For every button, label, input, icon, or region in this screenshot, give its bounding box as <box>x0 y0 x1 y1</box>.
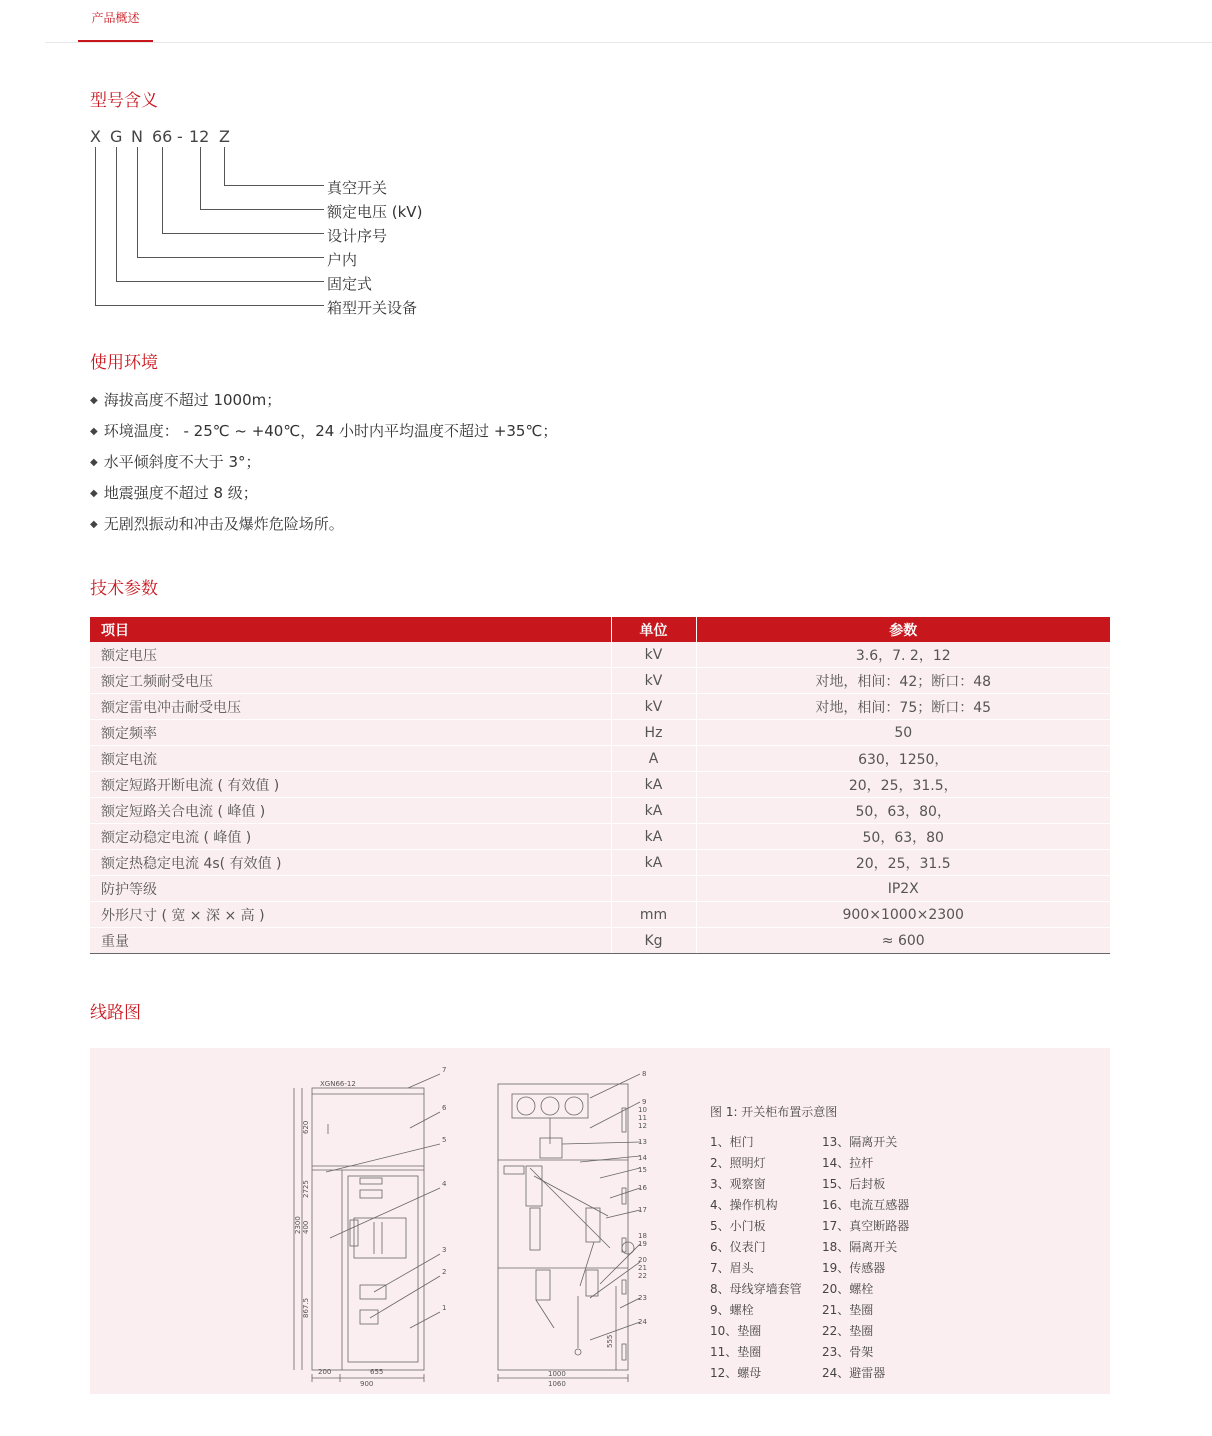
model-letter: 12 <box>189 127 210 146</box>
section-title-env: 使用环境 <box>90 353 158 373</box>
table-cell: 对地，相间：75；断口：45 <box>696 694 1110 720</box>
connector-line <box>137 257 324 258</box>
dim-label: 400 <box>302 1220 310 1234</box>
list-item: ◆ 环境温度： - 25℃ ~ +40℃，24 小时内平均温度不超过 +35℃； <box>90 422 558 440</box>
legend-item: 4、操作机构 <box>710 1198 778 1212</box>
dim-label: 867.5 <box>302 1297 310 1318</box>
legend-item: 17、真空断路器 <box>822 1219 910 1233</box>
model-letter: Z <box>219 127 230 146</box>
table-cell <box>611 876 696 902</box>
model-meaning: 设计序号 <box>327 227 388 245</box>
legend-item: 6、仪表门 <box>710 1240 766 1254</box>
svg-text:16: 16 <box>638 1184 647 1192</box>
table-cell: kV <box>611 694 696 720</box>
column-header: 单位 <box>611 617 696 642</box>
connector-line <box>224 147 225 185</box>
table-cell: 额定短路开断电流 ( 有效值 ) <box>90 772 611 798</box>
svg-text:4: 4 <box>442 1180 447 1188</box>
model-meaning: 真空开关 <box>327 179 388 197</box>
bullet-icon: ◆ <box>90 488 98 499</box>
table-cell: kA <box>611 798 696 824</box>
legend-item: 19、传感器 <box>822 1261 886 1275</box>
legend-item: 22、垫圈 <box>822 1324 874 1338</box>
model-letter: - <box>177 127 183 146</box>
section-title-circuit: 线路图 <box>90 1003 141 1023</box>
svg-text:21: 21 <box>638 1264 647 1272</box>
svg-text:20: 20 <box>638 1256 647 1264</box>
legend-item: 23、骨架 <box>822 1345 874 1359</box>
table-cell: 3.6，7. 2，12 <box>696 642 1110 668</box>
legend-item: 12、螺母 <box>710 1366 762 1380</box>
model-label: XGN66-12 <box>320 1080 356 1088</box>
table-cell: Kg <box>611 928 696 954</box>
connector-line <box>116 281 324 282</box>
table-cell: 50，63，80， <box>696 798 1110 824</box>
params-table <box>90 617 1110 954</box>
model-letter: N <box>131 127 143 146</box>
table-row <box>90 720 1110 746</box>
svg-text:22: 22 <box>638 1272 647 1280</box>
table-row <box>90 876 1110 902</box>
legend-item: 18、隔离开关 <box>822 1240 898 1254</box>
circuit-diagram <box>90 1048 1110 1394</box>
table-row <box>90 642 1110 668</box>
table-row <box>90 850 1110 876</box>
connector-line <box>95 305 324 306</box>
legend-item: 8、母线穿墙套管 <box>710 1282 802 1296</box>
connector-line <box>224 185 324 186</box>
table-row <box>90 798 1110 824</box>
legend-item: 5、小门板 <box>710 1219 766 1233</box>
dim-label: 1000 <box>548 1370 566 1378</box>
svg-text:18: 18 <box>638 1232 647 1240</box>
table-cell: kV <box>611 668 696 694</box>
table-cell: 额定雷电冲击耐受电压 <box>90 694 611 720</box>
model-meaning: 固定式 <box>327 275 373 293</box>
list-item: ◆ 海拔高度不超过 1000m； <box>90 391 282 409</box>
legend-item: 2、照明灯 <box>710 1156 766 1170</box>
svg-text:9: 9 <box>642 1098 647 1106</box>
column-header: 参数 <box>696 617 1110 642</box>
legend-item: 9、螺栓 <box>710 1303 754 1317</box>
legend-item: 20、螺栓 <box>822 1282 874 1296</box>
table-cell: 50，63，80 <box>696 824 1110 850</box>
list-item: ◆ 无剧烈振动和冲击及爆炸危险场所。 <box>90 515 344 533</box>
column-header: 项目 <box>90 617 611 642</box>
dim-label: 2300 <box>294 1216 302 1234</box>
table-cell: 额定电压 <box>90 642 611 668</box>
tab-product-overview[interactable]: 产品概述 <box>78 0 153 42</box>
table-cell: A <box>611 746 696 772</box>
section-title-model: 型号含义 <box>90 91 158 111</box>
table-cell: 50 <box>696 720 1110 746</box>
table-cell: 20，25，31.5 <box>696 850 1110 876</box>
dim-label: 2725 <box>302 1180 310 1198</box>
svg-text:6: 6 <box>442 1104 447 1112</box>
table-cell: IP2X <box>696 876 1110 902</box>
connector-line <box>162 147 163 233</box>
table-header-row <box>90 617 1110 642</box>
svg-text:8: 8 <box>642 1070 647 1078</box>
table-cell: 对地，相间：42；断口：48 <box>696 668 1110 694</box>
bullet-icon: ◆ <box>90 395 98 406</box>
svg-text:24: 24 <box>638 1318 647 1326</box>
table-cell: 额定动稳定电流 ( 峰值 ) <box>90 824 611 850</box>
svg-text:12: 12 <box>638 1122 647 1130</box>
legend-item: 7、眉头 <box>710 1261 754 1275</box>
model-meaning: 箱型开关设备 <box>327 299 418 317</box>
table-cell: kA <box>611 824 696 850</box>
table-cell: 900×1000×2300 <box>696 902 1110 928</box>
legend-item: 16、电流互感器 <box>822 1198 910 1212</box>
model-meaning: 额定电压 (kV) <box>327 203 423 221</box>
legend-item: 14、拉杆 <box>822 1156 874 1170</box>
bullet-icon: ◆ <box>90 519 98 530</box>
legend-item: 21、垫圈 <box>822 1303 874 1317</box>
table-cell: 重量 <box>90 928 611 954</box>
env-list <box>90 389 557 544</box>
table-row <box>90 772 1110 798</box>
table-cell: 额定短路关合电流 ( 峰值 ) <box>90 798 611 824</box>
table-cell: 外形尺寸 ( 宽 × 深 × 高 ) <box>90 902 611 928</box>
table-row <box>90 668 1110 694</box>
connector-line <box>200 209 324 210</box>
cabinet-drawing <box>290 1048 850 1394</box>
table-row <box>90 824 1110 850</box>
legend-item: 13、隔离开关 <box>822 1135 898 1149</box>
table-cell: 防护等级 <box>90 876 611 902</box>
table-row <box>90 928 1110 954</box>
legend-item: 10、垫圈 <box>710 1324 762 1338</box>
legend-item: 24、避雷器 <box>822 1366 886 1380</box>
legend-item: 15、后封板 <box>822 1177 886 1191</box>
table-cell: 额定热稳定电流 4s( 有效值 ) <box>90 850 611 876</box>
bullet-icon: ◆ <box>90 457 98 468</box>
svg-text:5: 5 <box>442 1136 447 1144</box>
svg-text:3: 3 <box>442 1246 447 1254</box>
svg-text:11: 11 <box>638 1114 647 1122</box>
connector-line <box>116 147 117 281</box>
svg-text:7: 7 <box>442 1066 447 1074</box>
legend-item: 1、柜门 <box>710 1135 754 1149</box>
svg-text:14: 14 <box>638 1154 647 1162</box>
dim-label: 1060 <box>548 1380 566 1388</box>
model-letter: X <box>90 127 101 146</box>
legend-item: 3、观察窗 <box>710 1177 766 1191</box>
table-cell: kA <box>611 772 696 798</box>
table-cell: Hz <box>611 720 696 746</box>
svg-text:19: 19 <box>638 1240 647 1248</box>
tab-bar <box>45 0 1212 43</box>
table-cell: 额定电流 <box>90 746 611 772</box>
svg-text:2: 2 <box>442 1268 447 1276</box>
table-row <box>90 694 1110 720</box>
svg-text:15: 15 <box>638 1166 647 1174</box>
svg-text:1: 1 <box>442 1304 447 1312</box>
list-item: ◆ 地震强度不超过 8 级； <box>90 484 258 502</box>
bullet-icon: ◆ <box>90 426 98 437</box>
table-row <box>90 746 1110 772</box>
table-cell: kV <box>611 642 696 668</box>
dim-label: 200 <box>318 1368 332 1376</box>
model-letter: 66 <box>152 127 173 146</box>
connector-line <box>200 147 201 209</box>
section-title-params: 技术参数 <box>90 579 158 599</box>
table-cell: 额定频率 <box>90 720 611 746</box>
table-cell: 额定工频耐受电压 <box>90 668 611 694</box>
legend-title: 图 1: 开关柜布置示意图 <box>710 1105 838 1119</box>
connector-line <box>137 147 138 257</box>
model-letter: G <box>110 127 123 146</box>
legend-item: 11、垫圈 <box>710 1345 762 1359</box>
model-meaning: 户内 <box>327 251 358 269</box>
dim-label: 555 <box>606 1334 614 1348</box>
connector-line <box>162 233 324 234</box>
table-cell: 20，25，31.5， <box>696 772 1110 798</box>
dim-label: 655 <box>370 1368 384 1376</box>
table-cell: kA <box>611 850 696 876</box>
table-row <box>90 902 1110 928</box>
table-cell: mm <box>611 902 696 928</box>
dim-label: 900 <box>360 1380 374 1388</box>
svg-text:13: 13 <box>638 1138 647 1146</box>
dim-label: 620 <box>302 1120 310 1134</box>
svg-text:23: 23 <box>638 1294 647 1302</box>
svg-text:17: 17 <box>638 1206 647 1214</box>
list-item: ◆ 水平倾斜度不大于 3°； <box>90 453 261 471</box>
svg-text:10: 10 <box>638 1106 647 1114</box>
table-cell: 630，1250， <box>696 746 1110 772</box>
connector-line <box>95 147 96 305</box>
table-cell: ≈ 600 <box>696 928 1110 954</box>
